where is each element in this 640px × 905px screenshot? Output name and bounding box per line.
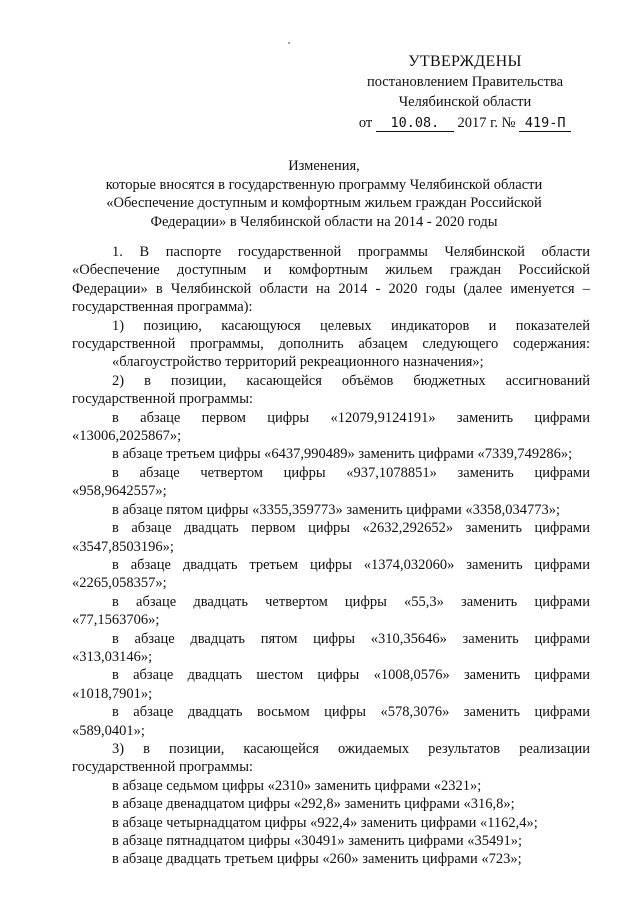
document-title xyxy=(60,157,588,231)
text-line: «1018,7901»; xyxy=(72,685,153,702)
text-line: Федерации» в Челябинской области на 2014 - 2020 годы (далее именуется – xyxy=(72,280,590,297)
text-line: государственной программы, дополнить абзацем следующего содержания: xyxy=(72,336,590,353)
text-line: в абзаце двадцать пятом цифры «310,35646» заменить цифрами xyxy=(112,630,590,647)
approval-line-1: постановлением Правительства xyxy=(366,74,564,90)
text-line: государственной программы: xyxy=(72,759,253,776)
text-line: в абзаце двенадцатом цифры «292,8» заменить цифрами «316,8»; xyxy=(112,796,515,813)
text-line: в абзаце пятом цифры «3355,359773» заменить цифрами «3358,034773»; xyxy=(112,501,561,518)
approval-line-2: Челябинской области xyxy=(398,94,532,110)
text-line: «13006,2025867»; xyxy=(72,428,182,445)
text-line: в абзаце четвертом цифры «937,1078851» заменить цифрами xyxy=(112,464,590,481)
text-line: в абзаце четырнадцатом цифры «922,4» заменить цифрами «1162,4»; xyxy=(112,814,538,831)
title-line-3: «Обеспечение доступным и комфортным жильем граждан Российской xyxy=(106,195,542,211)
title-line-4: Федерации» в Челябинской области на 2014 - 2020 годы xyxy=(150,213,498,230)
approval-date-line xyxy=(345,113,585,133)
handwritten-date: 10.08. xyxy=(376,115,454,132)
text-line: «958,9642557»; xyxy=(72,483,167,500)
text-line: 1) позицию, касающуюся целевых индикаторов и показателей xyxy=(112,317,590,334)
text-line: «313,03146»; xyxy=(72,648,153,665)
text-line: в абзаце двадцать первом цифры «2632,292652» заменить цифрами xyxy=(112,520,590,537)
approval-heading: УТВЕРЖДЕНЫ xyxy=(408,53,522,70)
title-line-2: которые вносятся в государственную программу Челябинской области xyxy=(105,176,543,193)
text-line: «589,0401»; xyxy=(72,722,145,739)
text-line: в абзаце первом цифры «12079,9124191» заменить цифрами xyxy=(112,409,590,426)
title-line-1: Изменения, xyxy=(288,158,360,174)
text-line: «77,1563706»; xyxy=(72,612,160,629)
from-label: от xyxy=(358,115,373,131)
approval-stamp-block xyxy=(345,52,585,133)
text-line: в абзаце двадцать четвертом цифры «55,3» заменить цифрами xyxy=(112,593,590,610)
text-line: государственная программа): xyxy=(72,299,253,316)
text-line: в абзаце двадцать третьем цифры «260» заменить цифрами «723»; xyxy=(112,851,522,868)
text-line: «3547,8503196»; xyxy=(72,538,174,555)
text-line: в абзаце третьем цифры «6437,990489» заменить цифрами «7339,749286»; xyxy=(112,446,573,463)
text-line: «Обеспечение доступным и комфортным жильем граждан Российской xyxy=(72,262,590,279)
text-line: в абзаце двадцать шестом цифры «1008,0576» заменить цифрами xyxy=(112,667,590,684)
document-body xyxy=(72,243,590,869)
text-line: в абзаце двадцать восьмом цифры «578,3076» заменить цифрами xyxy=(112,704,590,721)
handwritten-number: 419-П xyxy=(519,115,571,132)
year-label: 2017 г. № xyxy=(457,115,516,131)
text-line: государственной программы: xyxy=(72,391,253,408)
text-line: в абзаце пятнадцатом цифры «30491» заменить цифрами «35491»; xyxy=(112,833,523,849)
text-line: в абзаце седьмом цифры «2310» заменить цифрами «2321»; xyxy=(112,777,482,794)
scan-speck xyxy=(288,42,290,44)
text-line: «2265,058357»; xyxy=(72,575,167,592)
text-line: 1. В паспорте государственной программы Челябинской области xyxy=(112,244,590,260)
text-line: в абзаце двадцать третьем цифры «1374,032060» заменить цифрами xyxy=(112,556,590,573)
text-line: «благоустройство территорий рекреационного назначения»; xyxy=(112,354,484,371)
text-line: 2) в позиции, касающейся объёмов бюджетных ассигнований xyxy=(112,372,590,389)
text-line: 3) в позиции, касающейся ожидаемых результатов реализации xyxy=(112,740,590,757)
